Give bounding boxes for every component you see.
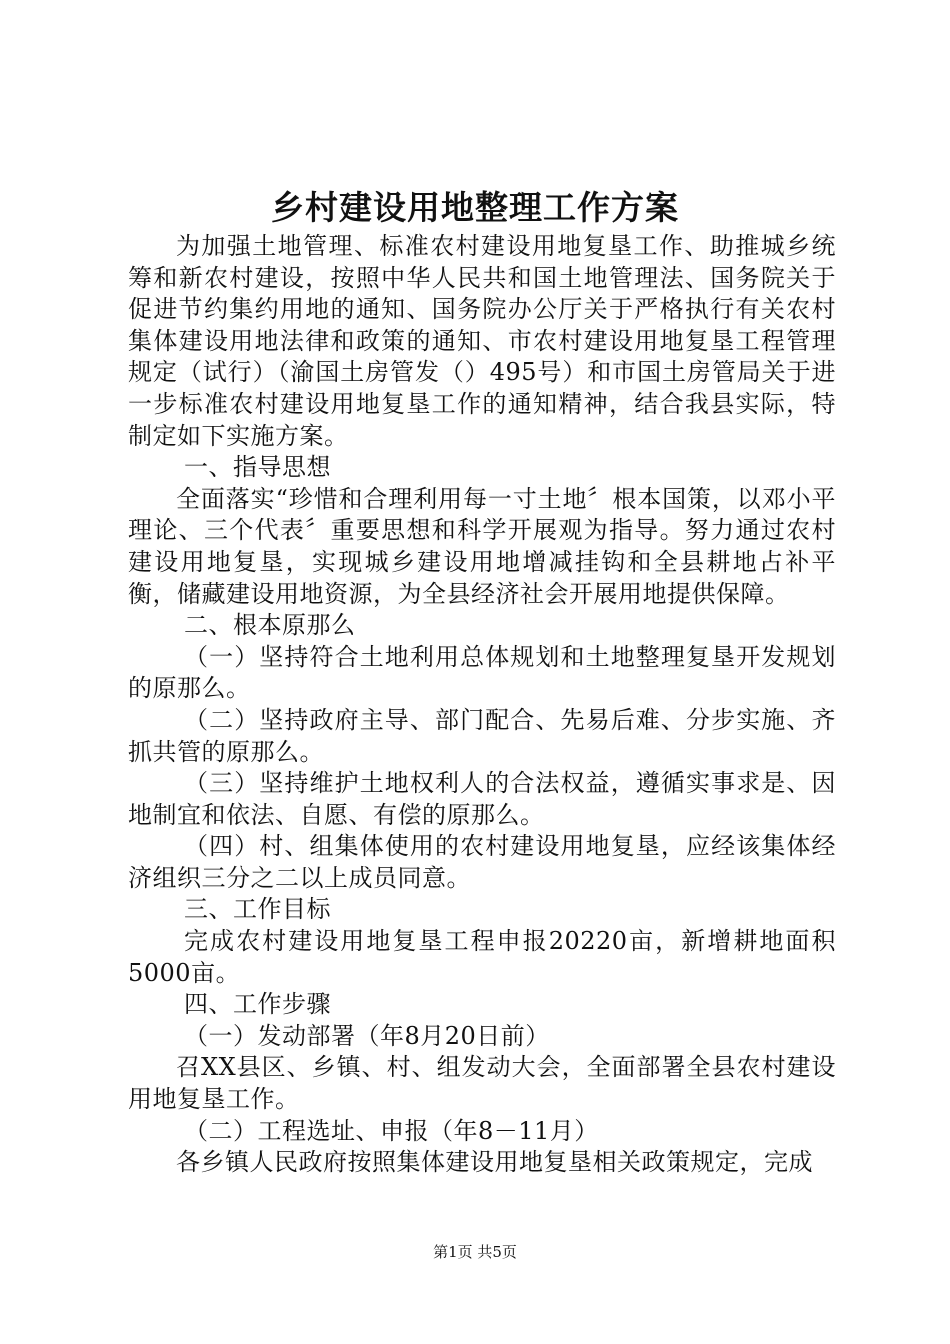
section-heading-guiding-ideology: 一、指导思想: [184, 453, 331, 482]
paragraph-step-2: 各乡镇人民政府按照集体建设用地复垦相关政策规定，完成: [176, 1148, 813, 1177]
section-heading-goals: 三、工作目标: [184, 895, 331, 924]
step-heading-1: （一）发动部署（年8月20日前）: [184, 1021, 550, 1050]
principle-item-1: （一）坚持符合土地利用总体规划和土地整理复垦开发规划的原那么。: [128, 642, 836, 703]
section-heading-steps: 四、工作步骤: [184, 990, 331, 1019]
document-body: [128, 231, 836, 1179]
paragraph-goals: 完成农村建设用地复垦工程申报20220亩，新增耕地面积5000亩。: [128, 927, 836, 987]
document-title: 乡村建设用地整理工作方案: [271, 188, 679, 227]
principle-item-3: （三）坚持维护土地权利人的合法权益，遵循实事求是、因地制宜和依法、自愿、有偿的原那么。: [128, 769, 836, 829]
page-number-footer: 第1页 共5页: [433, 1243, 517, 1261]
section-heading-principles: 二、根本原那么: [184, 611, 356, 640]
principle-item-2: （二）坚持政府主导、部门配合、先易后难、分步实施、齐抓共管的原那么。: [128, 705, 836, 766]
paragraph-intro: 为加强土地管理、标准农村建设用地复垦工作、助推城乡统筹和新农村建设，按照中华人民共和国土地管理法、国务院关于促进节约集约用地的通知、国务院办公厅关于严格执行有关农村集体建设用地法律和政策的通知、市农村建设用地复垦工程管理规定（试行）（渝国土房管发（）495号）和市国土房管局关于进一步标准农村建设用地复垦工作的通知精神，结合我县实际，特制定如下实施方案。: [128, 232, 836, 450]
paragraph-step-1: 召XX县区、乡镇、村、组发动大会，全面部署全县农村建设用地复垦工作。: [128, 1053, 836, 1114]
step-heading-2: （二）工程选址、申报（年8－11月）: [184, 1116, 599, 1145]
principle-item-4: （四）村、组集体使用的农村建设用地复垦，应经该集体经济组织三分之二以上成员同意。: [128, 832, 836, 892]
paragraph-guiding-ideology: 全面落实“珍惜和合理利用每一寸土地〞根本国策，以邓小平理论、三个代表〞重要思想和科学开展观为指导。努力通过农村建设用地复垦，实现城乡建设用地增减挂钩和全县耕地占补平衡，储藏建设用地资源，为全县经济社会开展用地提供保障。: [128, 484, 836, 608]
